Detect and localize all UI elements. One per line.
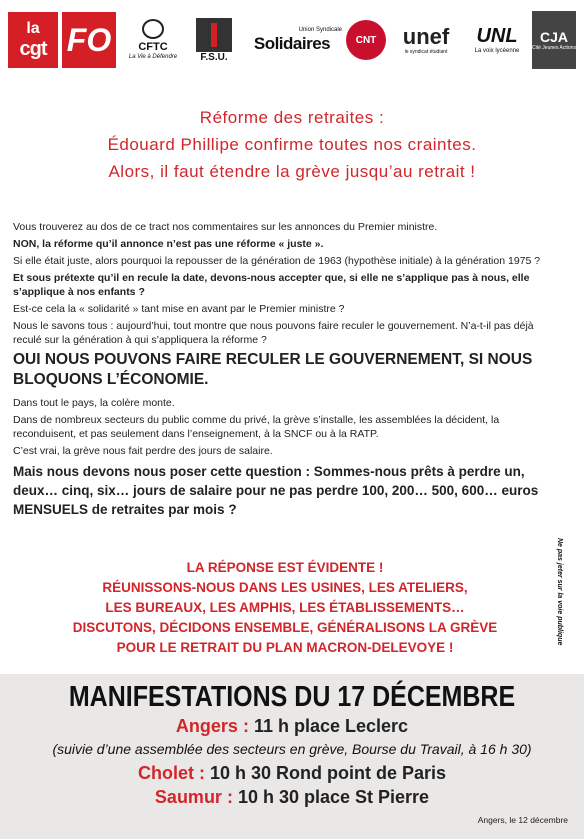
cta-line-4: DISCUTONS, DÉCIDONS ENSEMBLE, GÉNÉRALISONS LA GRÈVE	[72, 620, 498, 635]
cholet-city: Cholet :	[137, 763, 205, 783]
angers-place: 11 h place Leclerc	[253, 716, 409, 736]
slogan-bloquons: OUI NOUS POUVONS FAIRE RECULER LE GOUVERNEMENT, SI NOUS BLOQUONS L’ÉCONOMIE.	[13, 351, 533, 388]
cholet-line	[0, 762, 584, 784]
cholet-place: 10 h 30 Rond point de Paris	[209, 763, 447, 783]
cja-logo	[532, 11, 576, 69]
date-signature: Angers, le 12 décembre	[477, 815, 568, 825]
paragraph-secteurs: Dans de nombreux secteurs du public comme du privé, la grève s’installe, les assemblées la décident, la reconduisent, et pas seulement dans l’enseignement, à la SNCF ou à la RATP.	[13, 414, 500, 440]
cftc-logo-text: CFTC	[138, 41, 168, 53]
paragraph-intro: Vous trouverez au dos de ce tract nos commentaires sur les annonces du Premier ministre.	[13, 221, 438, 233]
fsu-logo	[190, 12, 238, 68]
cgt-logo-text: cgt	[19, 38, 47, 60]
unl-subtitle: La voix lycéenne	[474, 48, 520, 54]
saumur-city: Saumur :	[154, 787, 233, 807]
cftc-slogan: La Vie à Défendre	[128, 54, 178, 60]
fo-logo: FO	[62, 12, 116, 68]
cgt-logo	[8, 12, 58, 68]
logo-bar	[8, 8, 576, 72]
saumur-line	[0, 786, 584, 808]
solidaires-logo	[242, 12, 342, 68]
headline-line-2: Édouard Phillipe confirme toutes nos craintes.	[107, 135, 477, 154]
headline	[0, 104, 584, 185]
side-note: Ne pas jeter sur la voie publique	[556, 538, 563, 646]
cftc-emblem-icon	[142, 19, 164, 39]
call-to-action	[0, 558, 570, 658]
saumur-place: 10 h 30 place St Pierre	[237, 787, 430, 807]
paragraph-reculer: Nous le savons tous : aujourd’hui, tout montre que nous pouvons faire reculer le gouvernement. N’a-t-il pas déjà reculé sur la génération à qui s’appliquera la réforme ?	[13, 320, 534, 346]
paragraph-solidarite: Est-ce cela la « solidarité » tant mise en avant par le Premier ministre ?	[13, 303, 345, 315]
cftc-logo	[120, 12, 186, 68]
cta-line-2: RÉUNISSONS-NOUS DANS LES USINES, LES ATELIERS,	[102, 580, 468, 595]
solidaires-small-text: Union Syndicale	[298, 27, 342, 33]
cja-logo-text: CJA	[539, 28, 568, 45]
paragraph-non: NON, la réforme qu’il annonce n’est pas une réforme « juste ».	[13, 238, 324, 250]
angers-assembly-note: (suivie d’une assemblée des secteurs en grève, Bourse du Travail, à 16 h 30)	[52, 741, 532, 757]
cgt-logo-la: la	[26, 20, 40, 37]
cta-line-5: POUR LE RETRAIT DU PLAN MACRON-DELEVOYE !	[116, 640, 454, 655]
paragraph-colere: Dans tout le pays, la colère monte.	[13, 397, 175, 409]
fsu-emblem-icon	[196, 18, 232, 52]
body-text	[13, 220, 561, 522]
headline-line-1: Réforme des retraites :	[199, 108, 385, 127]
unl-logo-text: UNL	[476, 25, 518, 47]
unef-logo-text: unef	[402, 23, 450, 49]
manifestations-title: MANIFESTATIONS DU 17 DÉCEMBRE	[68, 680, 516, 714]
cta-line-1: LA RÉPONSE EST ÉVIDENTE !	[186, 560, 384, 575]
paragraph-salaire: C’est vrai, la grève nous fait perdre des jours de salaire.	[13, 445, 273, 457]
cnt-logo: CNT	[346, 20, 386, 60]
headline-line-3: Alors, il faut étendre la grève jusqu’au retrait !	[108, 162, 476, 181]
paragraph-generation: Si elle était juste, alors pourquoi la repousser de la génération de 1963 (hypothèse initiale) à la génération 1975 ?	[13, 255, 541, 267]
unef-logo	[390, 12, 462, 68]
fsu-logo-text: F.S.U.	[200, 51, 228, 63]
cja-subtitle: Cité Jeunes Actions	[532, 44, 576, 51]
angers-city: Angers :	[175, 716, 249, 736]
question-salaire: Mais nous devons nous poser cette question : Sommes-nous prêts à perdre un, deux… cinq, six… jours de salaire pour ne pas perdre 100, 200… 500, 600… euros MENSUELS de retraites par mois ?	[13, 464, 539, 517]
unef-subtitle: le syndicat étudiant	[404, 48, 448, 55]
cta-line-3: LES BUREAUX, LES AMPHIS, LES ÉTABLISSEMENTS…	[105, 600, 465, 615]
unl-logo	[466, 12, 528, 68]
angers-line	[0, 715, 584, 737]
solidaires-logo-text: Solidaires	[253, 34, 331, 53]
paragraph-enfants: Et sous prétexte qu’il en recule la date, devons-nous accepter que, si elle ne s’applique pas à nous, elle s’applique à nos enfants ?	[13, 272, 530, 298]
